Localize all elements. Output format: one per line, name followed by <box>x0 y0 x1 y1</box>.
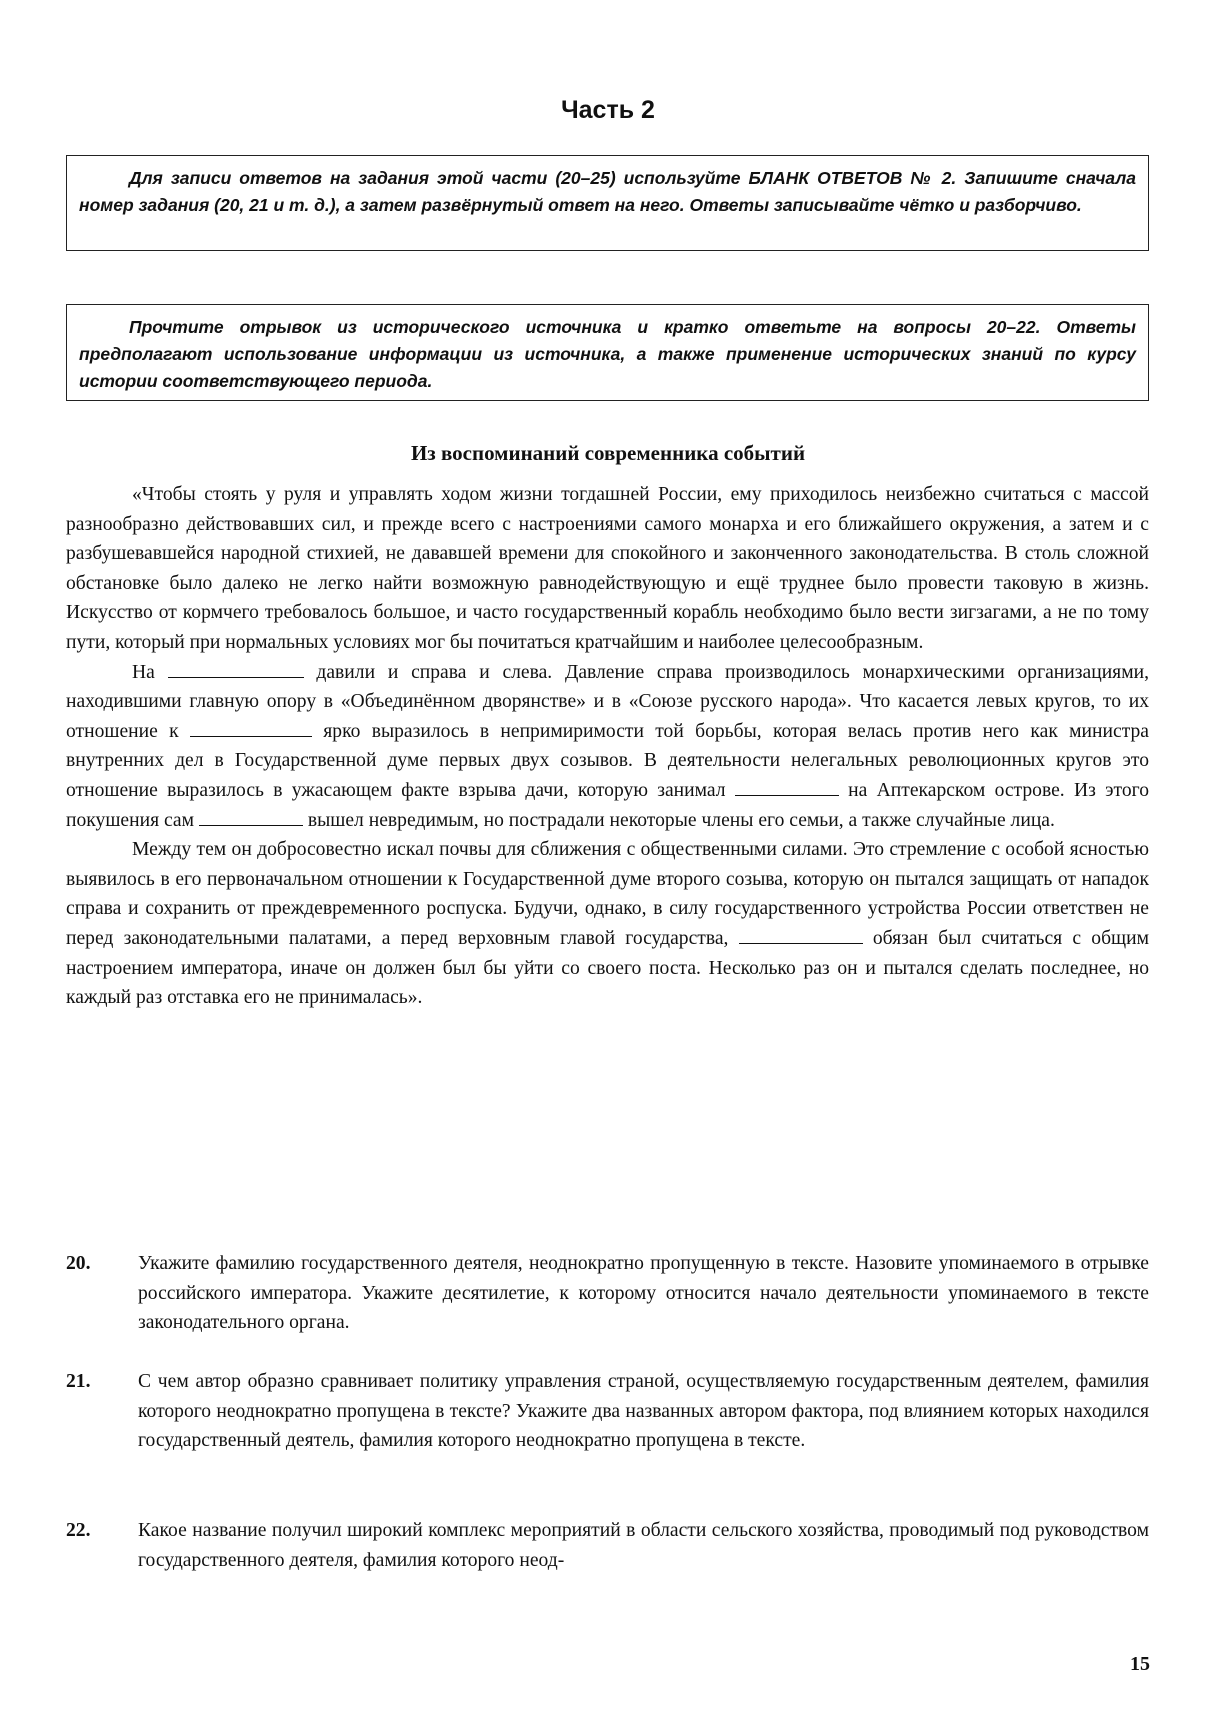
source-title: Из воспоминаний современника событий <box>410 441 806 465</box>
answer-blank <box>739 925 863 944</box>
part-title: Часть 2 <box>561 96 655 124</box>
page-number: 15 <box>1130 1653 1150 1675</box>
source-p2-part-d: на Аптекарском острове. Из этого покушения сам <box>66 779 1149 831</box>
question-text: С чем автор образно сравнивает политику управления страной, осуществляемую государственным деятелем, фамилия которого неоднократно пропущена в тексте? Укажите два названных автором фактора, под влиянием которых находился государственный деятель, фамилия которого неоднократно пропущена в тексте. <box>138 1371 1149 1452</box>
source-p2-part-e: вышел невредимым, но пострадали некоторые члены его семьи, а также случайные лица. <box>307 809 1055 831</box>
answer-blank <box>168 659 304 678</box>
question-number: 21. <box>66 1371 91 1392</box>
question-text: Укажите фамилию государственного деятеля, неоднократно пропущенную в тексте. Назовите упоминаемого в отрывке российского императора. Укажите десятилетие, к которому относится начало деятельности упоминаемого в тексте законодательного органа. <box>138 1253 1149 1334</box>
answer-instructions-box <box>66 155 1149 251</box>
answer-instructions-text: Для записи ответов на задания этой части (20–25) используйте БЛАНК ОТВЕТОВ № 2. Запишите сначала номер задания (20, 21 и т. д.), а затем развёрнутый ответ на него. Ответы записывайте чётко и разборчиво. <box>79 168 1136 215</box>
answer-blank <box>735 777 839 796</box>
question-20 <box>66 1249 1149 1338</box>
source-p2-part-c: ярко выразилось в непримиримости той борьбы, которая велась против него как министра внутренних дел в Государственной думе первых двух созывов. В деятельности нелегальных революционных кругов это отношение выразилось в ужасающем факте взрыва дачи, которую занимал <box>66 720 1149 801</box>
question-21 <box>66 1367 1149 1456</box>
source-text <box>66 480 1149 1013</box>
answer-blank <box>190 718 312 737</box>
question-number: 20. <box>66 1253 91 1274</box>
source-p3-part-b: обязан был считаться с общим настроением императора, иначе он должен был бы уйти со своего поста. Несколько раз он и пытался сделать последнее, но каждый раз отставка его не принималась». <box>66 927 1150 1009</box>
source-p2-part-b: давили и справа и слева. Давление справа производилось монархическими организациями, находившими главную опору в «Объединённом дворянстве» и в «Союзе русского народа». Что касается левых кругов, то их отношение к <box>66 661 1149 742</box>
source-paragraph-2 <box>66 658 1149 836</box>
source-p3-part-a: Между тем он добросовестно искал почвы для сближения с общественными силами. Это стремление с особой ясностью выявилось в его первоначальном отношении к Государственной думе второго созыва, которую он пытался защищать от нападок справа и сохранить от преждевременного роспуска. Будучи, однако, в силу государственного устройства России ответствен не перед законодательными палатами, а перед верховным главой государства, <box>66 839 1149 949</box>
answer-blank <box>199 807 303 826</box>
question-22 <box>66 1516 1149 1575</box>
question-text: Какое название получил широкий комплекс мероприятий в области сельского хозяйства, проводимый под руководством государственного деятеля, фамилия которого неод- <box>138 1520 1149 1571</box>
source-paragraph-3 <box>66 835 1149 1013</box>
source-paragraph-1: «Чтобы стоять у руля и управлять ходом жизни тогдашней России, ему приходилось неизбежно считаться с массой разнообразно действовавших сил, и прежде всего с настроениями самого монарха и его ближайшего окружения, а затем и с разбушевавшейся народной стихией, не дававшей времени для спокойного и законченного законодательства. В столь сложной обстановке было далеко не легко найти возможную равнодействующую и ещё труднее было провести таковую в жизнь. Искусство от кормчего требовалось большое, и часто государственный корабль необходимо было вести зигзагами, а не по тому пути, который при нормальных условиях мог бы почитаться кратчайшим и наиболее целесообразным. <box>66 484 1149 653</box>
source-instructions-box <box>66 304 1149 401</box>
source-p2-part-a: На <box>132 661 155 683</box>
question-number: 22. <box>66 1520 91 1541</box>
source-instructions-text: Прочтите отрывок из исторического источника и кратко ответьте на вопросы 20–22. Ответы предполагают использование информации из источника, а также применение исторических знаний по курсу истории соответствующего периода. <box>79 317 1136 391</box>
